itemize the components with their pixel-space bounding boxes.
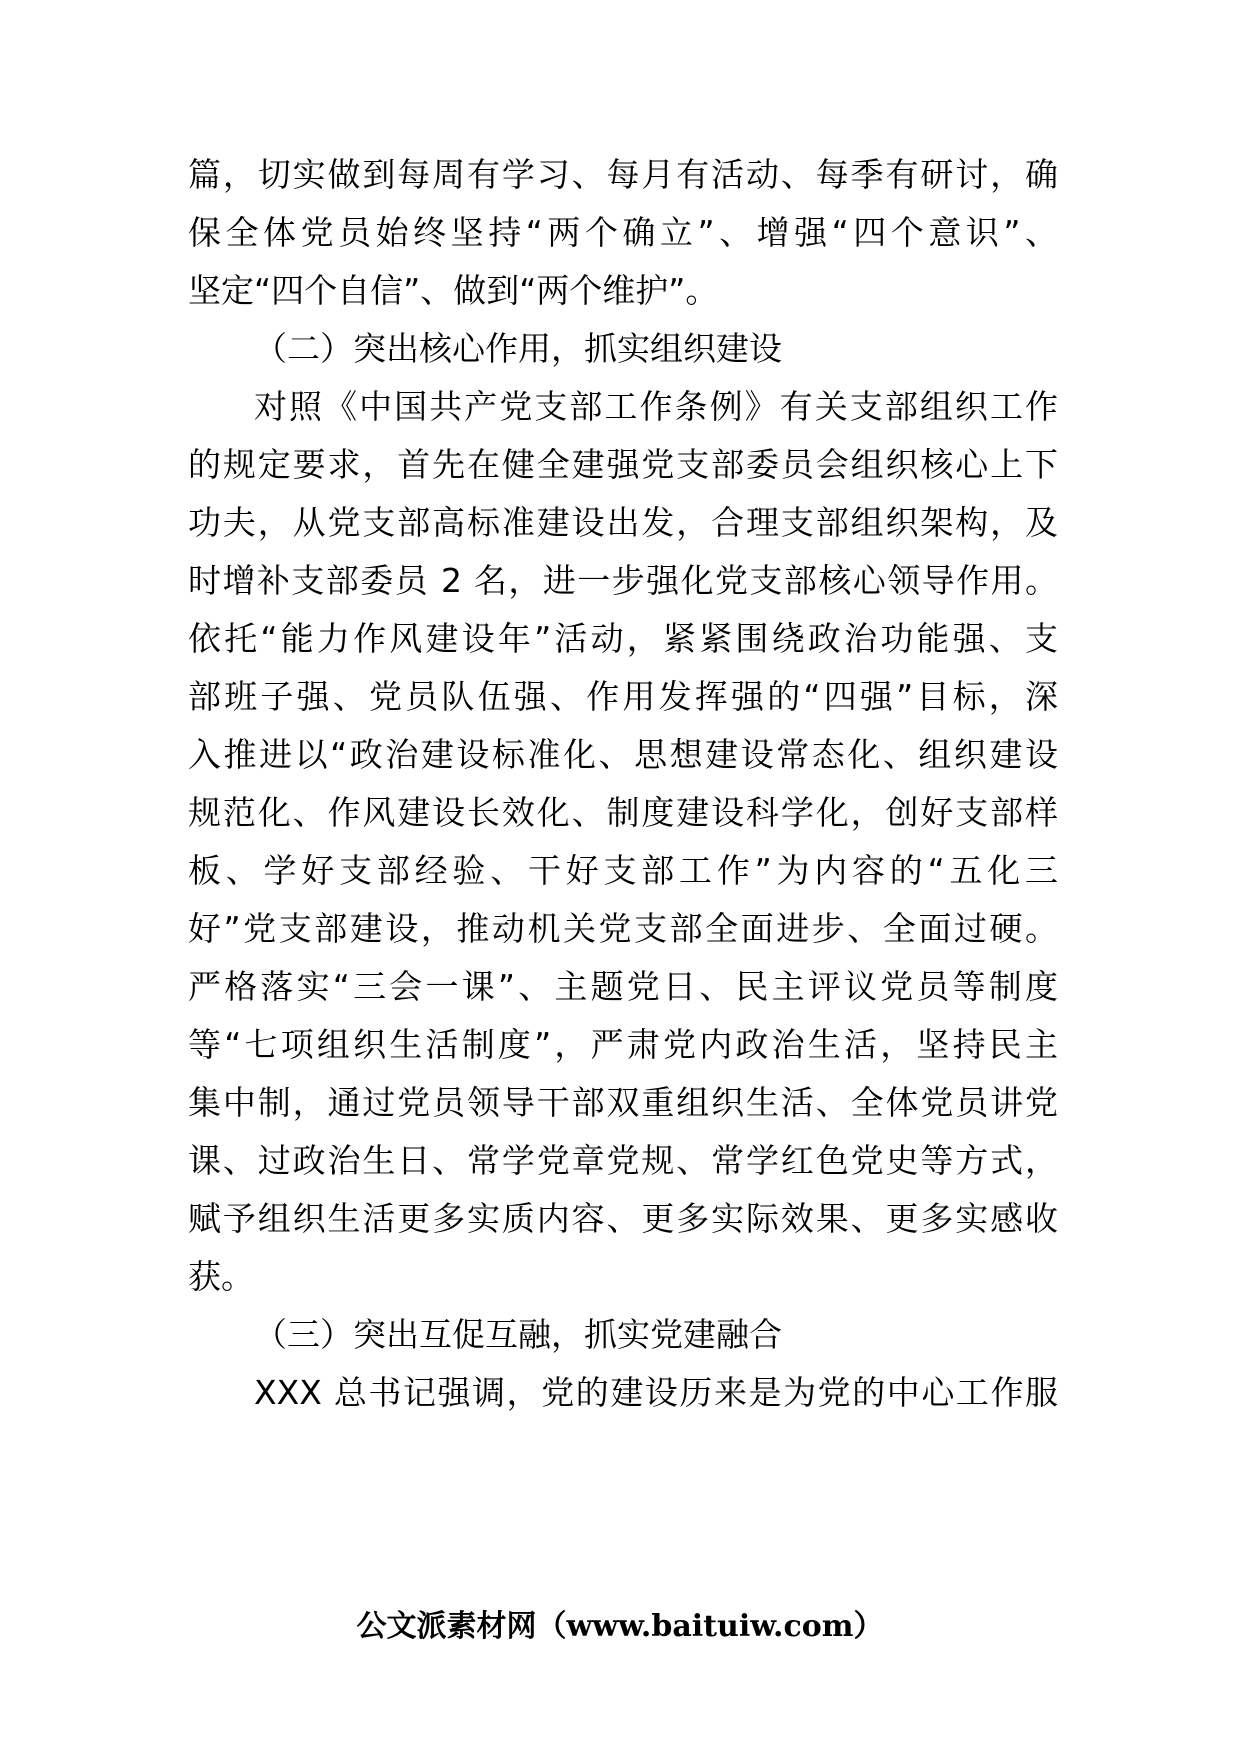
text-line: 坚定“四个自信”、做到“两个维护”。: [188, 271, 719, 310]
text-line: 部班子强、党员队伍强、作用发挥强的“四强”目标，深: [188, 677, 1058, 716]
text-line: 好”党支部建设，推动机关党支部全面进步、全面过硬。: [188, 909, 1058, 948]
page-footer: 公文派素材网（www.baituiw.com）: [356, 1609, 884, 1644]
text-line: 课、过政治生日、常学党章党规、常学红色党史等方式，: [188, 1141, 1058, 1180]
text-line: 保全体党员始终坚持“两个确立”、增强“四个意识”、: [188, 213, 1058, 252]
text-line: 赋予组织生活更多实质内容、更多实际效果、更多实感收: [188, 1199, 1058, 1238]
text-line: 功夫，从党支部高标准建设出发，合理支部组织架构，及: [188, 503, 1058, 542]
section-heading: （三）突出互促互融，抓实党建融合: [254, 1315, 782, 1354]
section-heading: （二）突出核心作用，抓实组织建设: [254, 329, 782, 368]
text-line: 对照《中国共产党支部工作条例》有关支部组织工作: [254, 387, 1058, 426]
text-line: 集中制，通过党员领导干部双重组织生活、全体党员讲党: [188, 1083, 1058, 1122]
text-line: 时增补支部委员 2 名，进一步强化党支部核心领导作用。: [188, 561, 1058, 600]
text-line: 板、学好支部经验、干好支部工作”为内容的“五化三: [188, 851, 1058, 890]
text-line: 篇，切实做到每周有学习、每月有活动、每季有研讨，确: [188, 155, 1058, 194]
text-line: 入推进以“政治建设标准化、思想建设常态化、组织建设: [188, 735, 1058, 774]
text-line: XXX 总书记强调，党的建设历来是为党的中心工作服: [254, 1373, 1058, 1412]
text-line: 依托“能力作风建设年”活动，紧紧围绕政治功能强、支: [188, 619, 1058, 658]
text-line: 获。: [188, 1257, 254, 1296]
text-line: 的规定要求，首先在健全建强党支部委员会组织核心上下: [188, 445, 1058, 484]
text-line: 严格落实“三会一课”、主题党日、民主评议党员等制度: [188, 967, 1058, 1006]
text-line: 等“七项组织生活制度”，严肃党内政治生活，坚持民主: [188, 1025, 1058, 1064]
text-line: 规范化、作风建设长效化、制度建设科学化，创好支部样: [188, 793, 1058, 832]
